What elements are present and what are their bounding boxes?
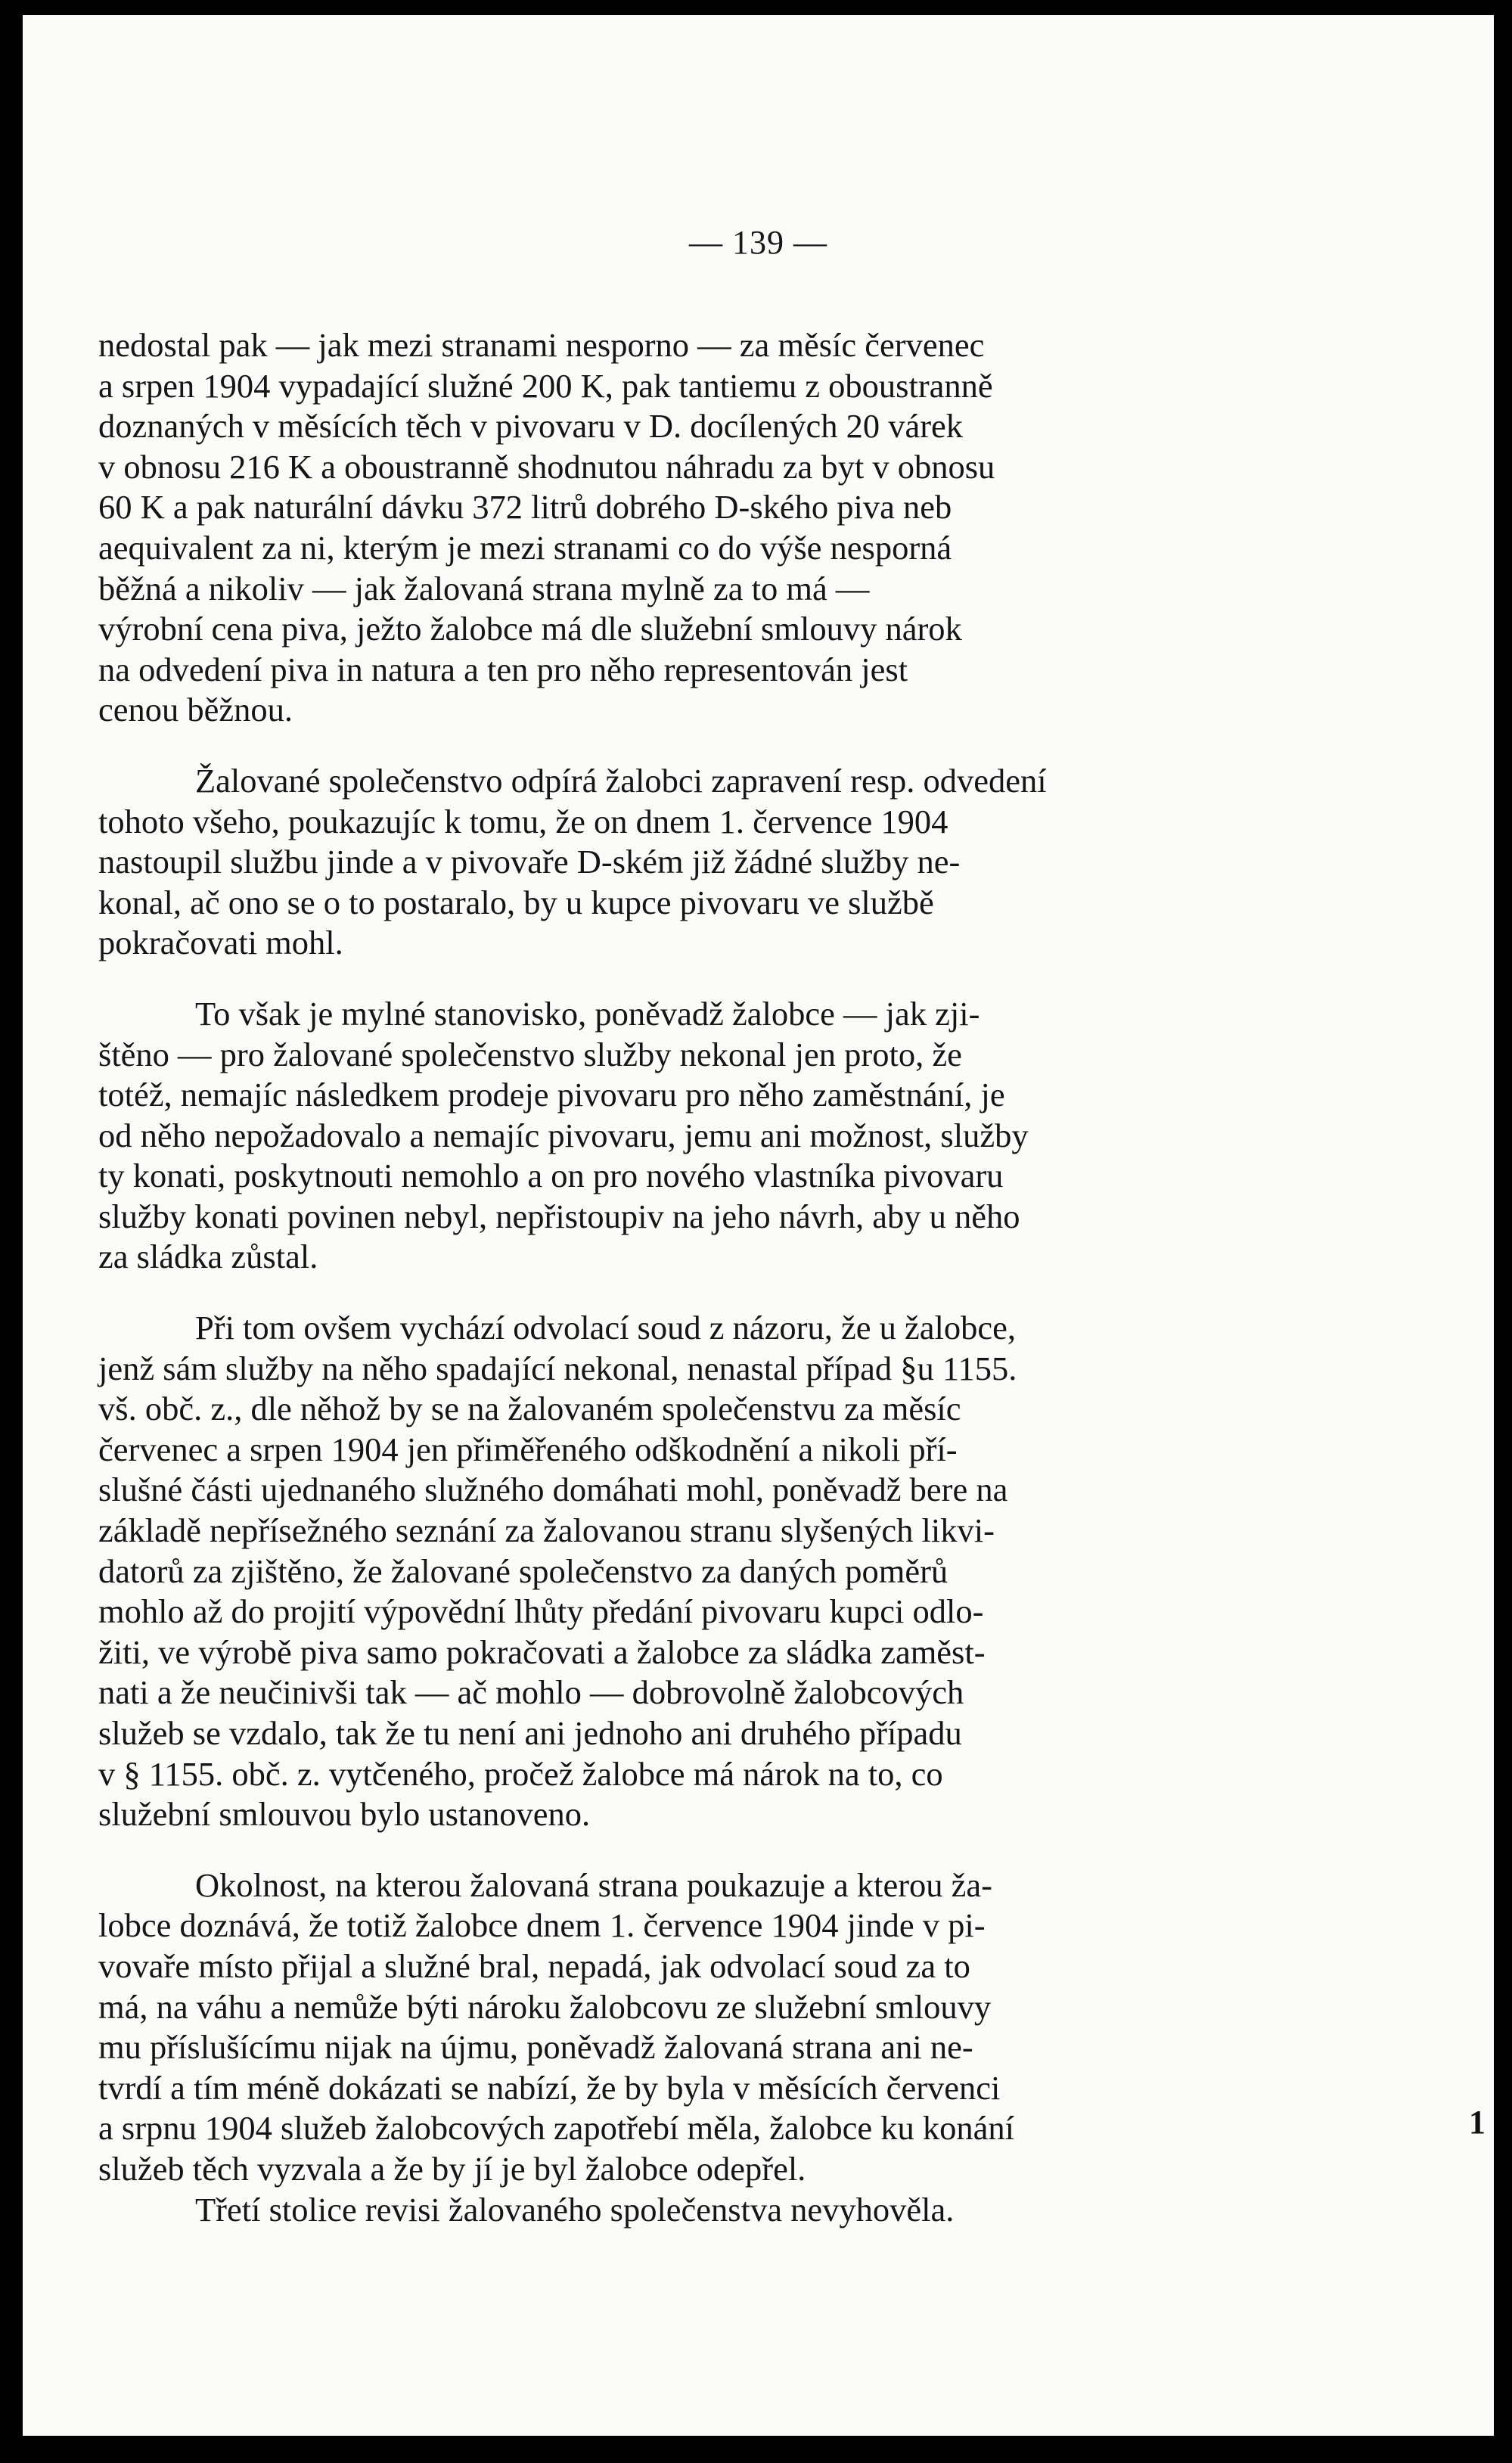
text-line: v § 1155. obč. z. vytčeného, pročež žalobce má nárok na to, co — [98, 1754, 943, 1793]
text-line: běžná a nikoliv — jak žalovaná strana mylně za to má — — [98, 569, 870, 607]
text-line: vš. obč. z., dle něhož by se na žalovaném společenstvu za měsíc — [98, 1390, 961, 1428]
text-line: výrobní cena piva, ježto žalobce má dle služební smlouvy nárok — [98, 610, 962, 648]
text-line: nedostal pak — jak mezi stranami nesporno — za měsíc červenec — [98, 326, 985, 364]
text-line: služební smlouvou bylo ustanoveno. — [98, 1795, 591, 1834]
text-line: a srpen 1904 vypadající služné 200 K, pak tantiemu z oboustranně — [98, 366, 993, 405]
text-line: mu příslušícímu nijak na újmu, poněvadž žalovaná strana ani ne- — [98, 2028, 973, 2067]
text-line: a srpnu 1904 služeb žalobcových zapotřebí měla, žalobce ku konání — [98, 2109, 1014, 2148]
text-line: základě nepřísežného seznání za žalovanou stranu slyšených likvi- — [98, 1511, 995, 1550]
text-line: služeb se vzdalo, tak že tu není ani jednoho ani druhého případu — [98, 1714, 962, 1752]
text-line: konal, ač ono se o to postaralo, by u kupce pivovaru ve službě — [98, 883, 934, 921]
text-line: služeb těch vyzvala a že by jí je byl žalobce odepřel. — [98, 2149, 806, 2188]
text-line: cenou běžnou. — [98, 691, 293, 729]
text-line: od něho nepožadovalo a nemajíc pivovaru, jemu ani možnost, služby — [98, 1116, 1029, 1154]
text-line: nastoupil službu jinde a v pivovaře D-ském již žádné služby ne- — [98, 843, 961, 881]
text-line: Žalované společenstvo odpírá žalobci zapravení resp. odvedení — [195, 761, 1047, 800]
text-line: datorů za zjištěno, že žalované společenstvo za daných poměrů — [98, 1551, 948, 1590]
paragraph-1 — [98, 325, 1271, 731]
text-line: v obnosu 216 K a oboustranně shodnutou náhradu za byt v obnosu — [98, 447, 995, 486]
text-line: červenec a srpen 1904 jen přiměřeného odškodnění a nikoli pří- — [98, 1430, 958, 1468]
text-line: vovaře místo přijal a služné bral, nepadá, jak odvolací soud za to — [98, 1946, 970, 1985]
book-page — [23, 15, 1494, 2436]
text-line: 60 K a pak naturální dávku 372 litrů dobrého D-ského piva neb — [98, 488, 952, 526]
text-line: mohlo až do projití výpovědní lhůty předání pivovaru kupci odlo- — [98, 1592, 984, 1631]
paragraph-4 — [98, 1308, 1271, 1835]
text-line: pokračovati mohl. — [98, 924, 343, 962]
text-line: totéž, nemajíc následkem prodeje pivovaru pro něho zaměstnání, je — [98, 1076, 1005, 1114]
paragraph-3 — [98, 994, 1271, 1278]
text-line: tohoto všeho, poukazujíc k tomu, že on dnem 1. července 1904 — [98, 802, 948, 840]
paragraph-5 — [98, 1865, 1271, 2190]
text-line: doznaných v měsících těch v pivovaru v D. docílených 20 várek — [98, 407, 964, 446]
margin-mark: 1 — [1469, 2104, 1486, 2141]
body-text — [98, 325, 1271, 2230]
text-line: Okolnost, na kterou žalovaná strana poukazuje a kterou ža- — [195, 1865, 992, 1904]
text-line: jenž sám služby na něho spadající nekonal, nenastal případ §u 1155. — [98, 1349, 1017, 1387]
text-line: na odvedení piva in natura a ten pro něho representován jest — [98, 650, 908, 688]
text-line: To však je mylné stanovisko, poněvadž žalobce — jak zji- — [195, 994, 980, 1033]
text-line: slušné části ujednaného služného domáhati mohl, poněvadž bere na — [98, 1471, 1008, 1509]
text-line: žiti, ve výrobě piva samo pokračovati a žalobce za sládka zaměst- — [98, 1632, 986, 1671]
text-line: má, na váhu a nemůže býti nároku žalobcovu ze služební smlouvy — [98, 1987, 992, 2026]
text-line: Při tom ovšem vychází odvolací soud z názoru, že u žalobce, — [195, 1309, 1016, 1347]
text-line: tvrdí a tím méně dokázati se nabízí, že by byla v měsících červenci — [98, 2068, 1001, 2107]
text-line: za sládka zůstal. — [98, 1238, 318, 1276]
paragraph-2 — [98, 761, 1271, 964]
text-line: Třetí stolice revisi žalovaného společenstva nevyhověla. — [195, 2190, 955, 2229]
paragraph-6 — [98, 2190, 1271, 2231]
text-line: lobce doznává, že totiž žalobce dnem 1. července 1904 jinde v pi- — [98, 1906, 986, 1945]
text-line: ty konati, poskytnouti nemohlo a on pro nového vlastníka pivovaru — [98, 1157, 1004, 1195]
text-line: štěno — pro žalované společenstvo služby nekonal jen proto, že — [98, 1035, 962, 1073]
text-line: nati a že neučinivši tak — ač mohlo — dobrovolně žalobcových — [98, 1673, 964, 1712]
text-line: služby konati povinen nebyl, nepřistoupiv na jeho návrh, aby u něho — [98, 1197, 1020, 1235]
page-number: — 139 — — [689, 224, 827, 261]
text-line: aequivalent za ni, kterým je mezi stranami co do výše nesporná — [98, 528, 952, 567]
